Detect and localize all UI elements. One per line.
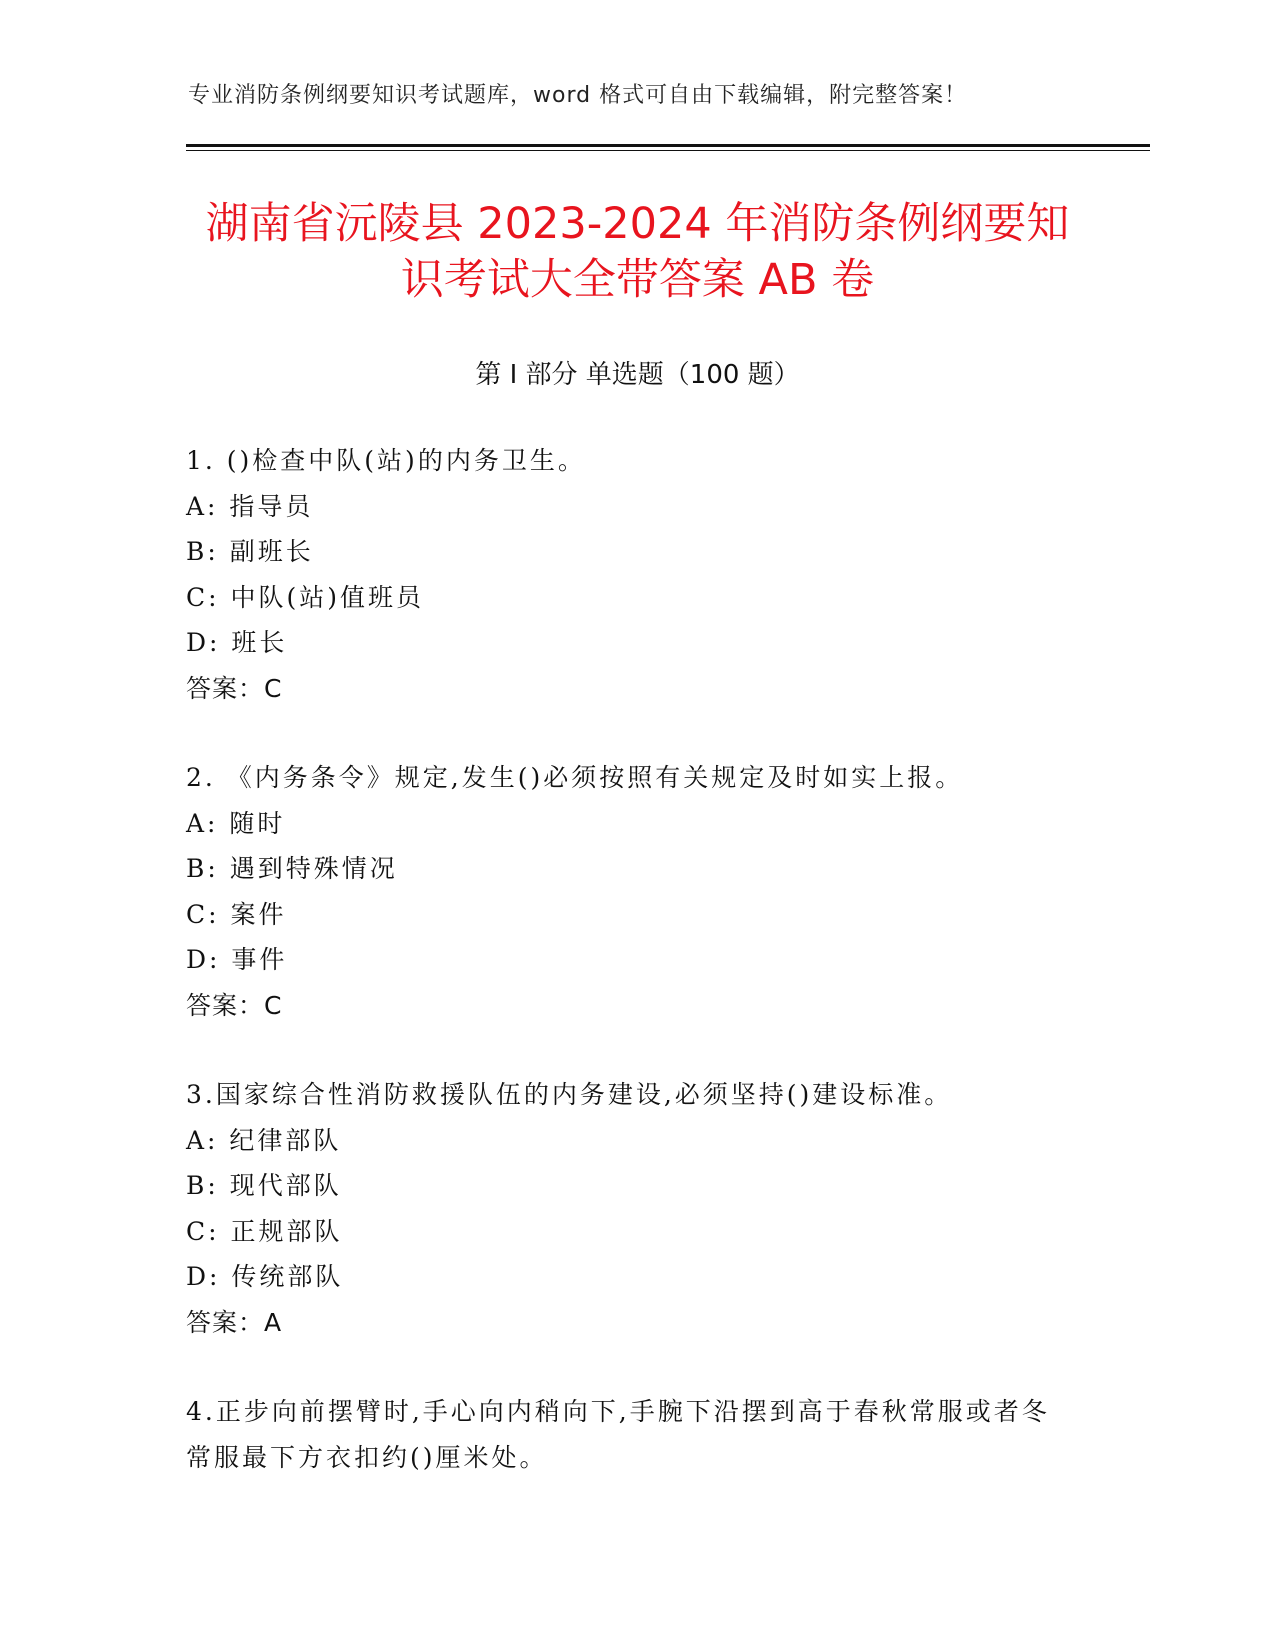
document-title-line-1: 湖南省沅陵县 2023-2024 年消防条例纲要知 (205, 199, 1070, 249)
answer: 答案：A (186, 1307, 283, 1337)
question-3 (186, 1072, 1086, 1345)
option-d: D: 班长 (186, 628, 288, 657)
option-a: A: 随时 (186, 808, 286, 838)
question-stem: 2. 《内务条令》规定,发生()必须按照有关规定及时如实上报。 (186, 763, 964, 792)
option-b: B: 副班长 (186, 537, 314, 566)
answer: 答案：C (186, 990, 283, 1020)
question-list (186, 438, 1086, 1480)
question-stem: 4.正步向前摆臂时,手心向内稍向下,手腕下沿摆到高于春秋常服或者冬常服最下方衣扣约()厘米处。 (186, 1397, 1050, 1472)
option-b: B: 遇到特殊情况 (186, 854, 398, 883)
header-rule-thin (186, 150, 1150, 151)
document-title (140, 196, 1135, 308)
section-title: 第 I 部分 单选题（100 题） (475, 360, 800, 390)
question-1 (186, 438, 1086, 711)
option-c: C: 正规部队 (186, 1216, 343, 1246)
answer: 答案：C (186, 673, 283, 703)
option-a: A: 指导员 (186, 491, 314, 521)
option-d: D: 传统部队 (186, 1262, 344, 1291)
option-c: C: 案件 (186, 899, 287, 929)
header-rule-thick (186, 144, 1150, 147)
document-title-line-2: 识考试大全带答案 AB 卷 (400, 255, 875, 305)
option-d: D: 事件 (186, 945, 288, 974)
question-stem: 1. ()检查中队(站)的内务卫生。 (186, 446, 586, 475)
header-note: 专业消防条例纲要知识考试题库，word 格式可自由下载编辑，附完整答案！ (188, 83, 968, 108)
option-a: A: 纪律部队 (186, 1125, 342, 1155)
option-c: C: 中队(站)值班员 (186, 582, 425, 612)
option-b: B: 现代部队 (186, 1171, 342, 1200)
question-2 (186, 755, 1086, 1028)
question-stem: 3.国家综合性消防救援队伍的内务建设,必须坚持()建设标准。 (186, 1080, 953, 1109)
question-4 (186, 1389, 1086, 1480)
